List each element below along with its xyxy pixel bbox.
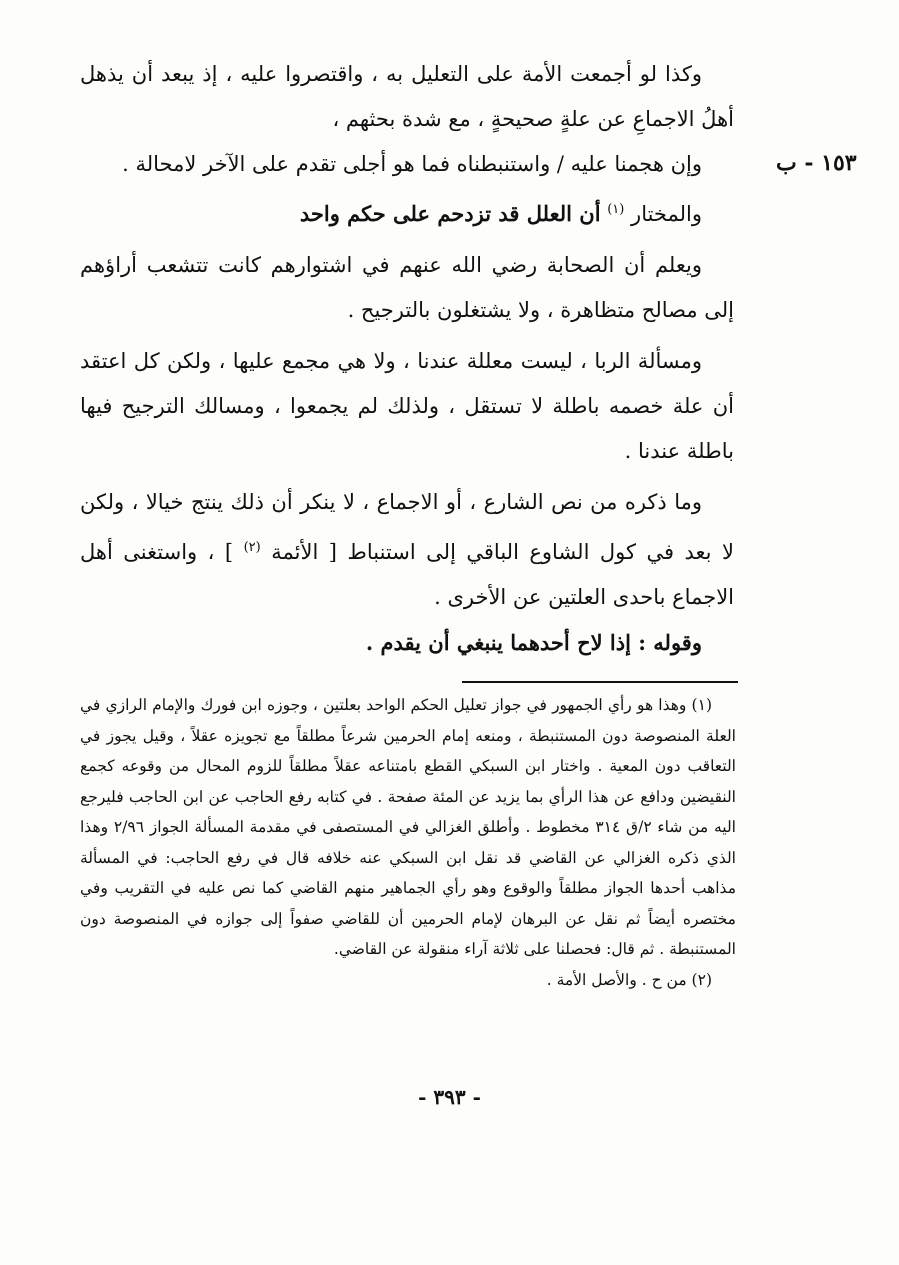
paragraph-7: وقوله : إذا لاح أحدهما ينبغي أن يقدم . [365,630,702,655]
page-number: - ٣٩٣ - [418,1085,481,1109]
paragraph-3-bold: أن العلل قد تزدحم على حكم واحد [299,201,601,226]
footnote-ref-1: (١) [607,202,625,217]
paragraph-5: ومسألة الربا ، ليست معللة عندنا ، ولا هي مجمع عليها ، ولكن كل اعتقد أن علة خصمه باطلة لا تستقل ، ولذلك لم يجمعوا ، ومسالك الترجيح فيها باطلة عندنا . [80,349,734,463]
main-text [80,52,734,665]
paragraph-3-prefix: والمختار [631,202,702,226]
footnotes [80,690,736,995]
footnote-ref-2: (٢) [243,540,261,555]
manuscript-folio-note: ١٥٣ - ب [776,150,857,176]
paragraph-3 [80,187,734,237]
paragraph-4: ويعلم أن الصحابة رضي الله عنهم في اشتوارهم كانت تتشعب أراؤهم إلى مصالح متظاهرة ، ولا يشتغلون بالترجيح . [80,253,734,322]
footnote-2: (٢) من ح . والأصل الأمة . [546,970,712,989]
footnote-1: (١) وهذا هو رأي الجمهور في جواز تعليل الحكم الواحد بعلتين ، وجوزه ابن فورك والإمام الرازي في العلة المنصوصة دون المستنبطة ، ومنعه إمام الحرمين شرعاً مطلقاً مع تجويزه عقلاً ، وقيل يجوز في التعاقب دون المعية . واختار ابن السبكي القطع بامتناعه عقلاً مطلقاً للزوم المحال من وقوعه كجمع النقيضين ودافع عن هذا الرأي بما يزيد عن المئة صفحة . في كتابه رفع الحاجب عن ابن الحاجب فليرجع اليه من شاء ٢/ق ٣١٤ مخطوط . وأطلق الغزالي في المستصفى في مقدمة المسألة الجواز ٢/٩٦ وهذا الذي ذكره الغزالي عن القاضي قد نقل ابن السبكي عنه خلافه قال في رفع الحاجب: في المسألة مذاهب أحدها الجواز مطلقاً والوقوع وهو رأي الجماهير منهم القاضي كما نص عليه في التقريب وفي مختصره أيضاً ثم نقل عن البرهان لإمام الحرمين أن للقاضي صفواً إلى جوازه في المنصوصة دون المستنبطة . ثم قال: فحصلنا على ثلاثة آراء منقولة عن القاضي. [80,696,736,958]
paragraph-1: وكذا لو أجمعت الأمة على التعليل به ، واقتصروا عليه ، إذ يبعد أن يذهل أهلُ الاجماعِ عن علةٍ صحيحةٍ ، مع شدة بحثهم ، [80,62,734,131]
paragraph-2: وإن هجمنا عليه / واستنبطناه فما هو أجلى تقدم على الآخر لامحالة . [122,152,702,176]
paragraph-6-part-b: ] ، واستغنى أهل الاجماع باحدى العلتين عن الأخرى . [80,540,734,609]
footnote-separator [462,681,738,683]
paragraph-6 [80,480,734,620]
paragraph-6-part-a: وما ذكره من نص الشارع ، أو الاجماع ، لا ينكر أن ذلك ينتج خيالا ، ولكن لا بعد في كول الشاوع الباقي إلى استنباط [ الأئمة [80,490,734,564]
